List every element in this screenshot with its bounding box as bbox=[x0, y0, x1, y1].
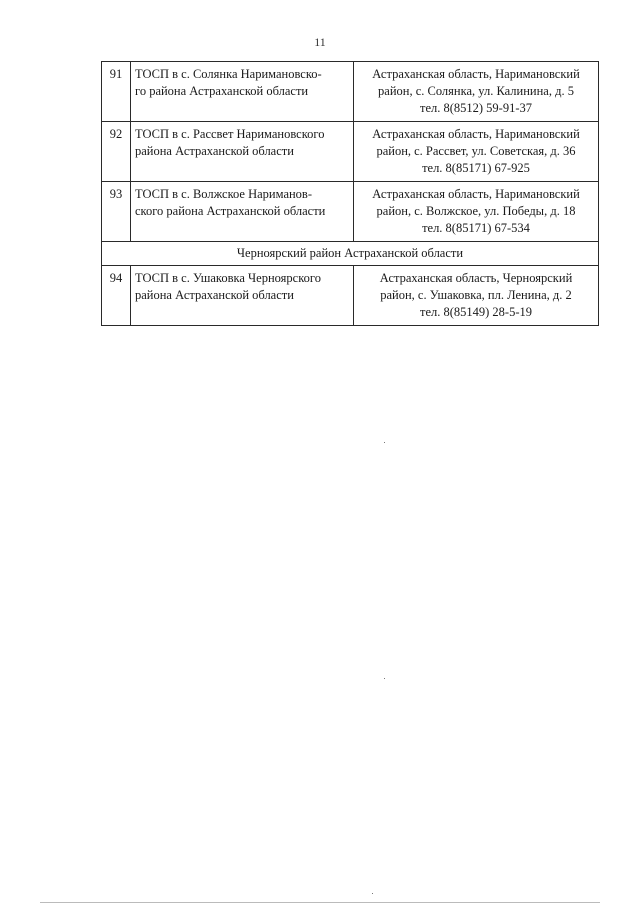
office-name bbox=[131, 62, 354, 122]
scan-speck bbox=[384, 442, 385, 443]
address-line: Астраханская область, Черноярский bbox=[379, 271, 573, 285]
office-name bbox=[131, 266, 354, 326]
office-registry-table bbox=[101, 61, 599, 326]
table-row bbox=[102, 266, 599, 326]
scan-speck bbox=[372, 893, 373, 894]
office-name-line: ТОСП в с. Волжское Нариманов- bbox=[135, 187, 312, 201]
table-row bbox=[102, 62, 599, 122]
office-name-line: ТОСП в с. Рассвет Наримановского bbox=[135, 127, 325, 141]
row-number: 91 bbox=[102, 62, 131, 122]
address-line: Астраханская область, Наримановский bbox=[372, 127, 580, 141]
office-name-line: ТОСП в с. Солянка Наримановско- bbox=[135, 67, 322, 81]
office-name bbox=[131, 182, 354, 242]
phone-line: тел. 8(85171) 67-534 bbox=[422, 221, 530, 235]
office-name-line: района Астраханской области bbox=[135, 144, 294, 158]
page-bottom-edge bbox=[40, 902, 600, 903]
scan-speck bbox=[384, 678, 385, 679]
office-address bbox=[354, 266, 599, 326]
address-line: район, с. Волжское, ул. Победы, д. 18 bbox=[376, 204, 576, 218]
row-number: 94 bbox=[102, 266, 131, 326]
office-name-line: го района Астраханской области bbox=[135, 84, 309, 98]
office-name-line: района Астраханской области bbox=[135, 288, 294, 302]
address-line: район, с. Ушаковка, пл. Ленина, д. 2 bbox=[380, 288, 572, 302]
address-line: Астраханская область, Наримановский bbox=[372, 187, 580, 201]
office-name-line: ского района Астраханской области bbox=[135, 204, 326, 218]
table-row bbox=[102, 122, 599, 182]
section-header-row bbox=[102, 242, 599, 266]
office-name bbox=[131, 122, 354, 182]
row-number: 93 bbox=[102, 182, 131, 242]
office-address bbox=[354, 62, 599, 122]
page-number: 11 bbox=[314, 35, 326, 49]
address-line: район, с. Солянка, ул. Калинина, д. 5 bbox=[378, 84, 574, 98]
address-line: район, с. Рассвет, ул. Советская, д. 36 bbox=[376, 144, 576, 158]
row-number: 92 bbox=[102, 122, 131, 182]
address-line: Астраханская область, Наримановский bbox=[372, 67, 580, 81]
phone-line: тел. 8(85149) 28-5-19 bbox=[419, 305, 533, 319]
phone-line: тел. 8(8512) 59-91-37 bbox=[419, 101, 533, 115]
office-address bbox=[354, 122, 599, 182]
office-address bbox=[354, 182, 599, 242]
section-title: Черноярский район Астраханской области bbox=[102, 242, 599, 266]
office-name-line: ТОСП в с. Ушаковка Черноярского bbox=[135, 271, 321, 285]
phone-line: тел. 8(85171) 67-925 bbox=[422, 161, 530, 175]
table-row bbox=[102, 182, 599, 242]
